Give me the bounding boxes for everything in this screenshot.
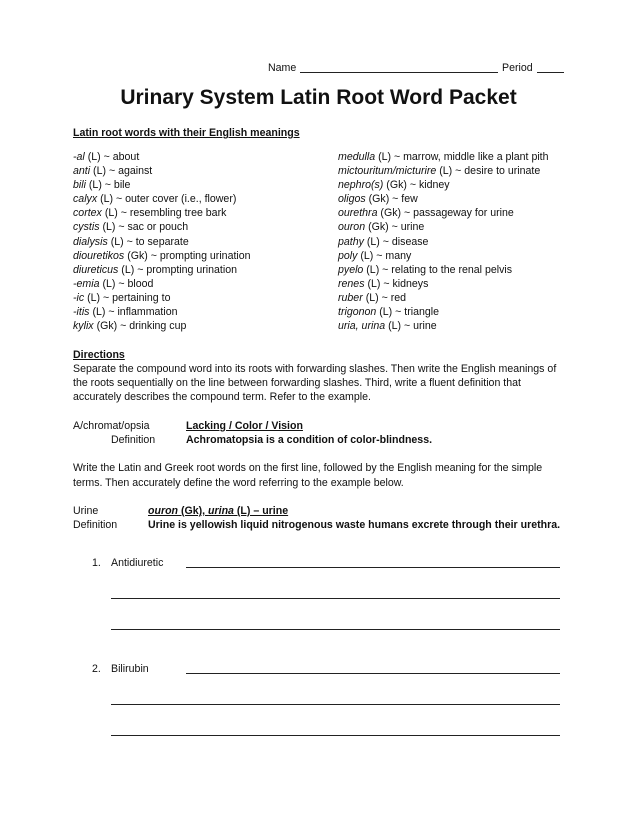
root-meaning: (Gk) ~ prompting urination	[127, 249, 251, 262]
root-meaning: (L) ~ blood	[102, 277, 154, 290]
root-word: -emia	[73, 277, 100, 290]
root-meaning: (L) ~ urine	[388, 320, 437, 333]
root-meaning: (Gk) ~ few	[368, 193, 418, 206]
root-meaning: (L) ~ outer cover (i.e., flower)	[100, 193, 237, 206]
root-word: ouron	[338, 221, 366, 234]
root-word: renes	[338, 277, 365, 290]
roots-left	[73, 150, 251, 333]
root-entry	[338, 277, 549, 291]
root-meaning: (L) ~ to separate	[110, 235, 189, 248]
answer-line-roots[interactable]	[186, 673, 560, 674]
root-entry	[338, 164, 549, 178]
period-label: Period	[502, 62, 533, 74]
root-entry	[73, 192, 251, 206]
root-meaning: (L) ~ pertaining to	[87, 291, 171, 304]
example-definition: Achromatopsia is a condition of color-blindness.	[186, 434, 433, 446]
item-word: Bilirubin	[111, 663, 149, 675]
root-word: medulla	[338, 151, 376, 163]
root-entry	[338, 220, 549, 234]
example2-def-label: Definition	[73, 519, 118, 531]
root-entry	[338, 178, 549, 192]
root-entry	[338, 235, 549, 249]
directions-text: accurately describes the compound term. Refer to the example.	[73, 391, 371, 403]
root-meaning: (L) ~ inflammation	[92, 306, 178, 319]
example-meaning: Lacking / Color / Vision	[186, 420, 303, 432]
root-word: nephro(s)	[338, 179, 384, 192]
root-entry	[73, 263, 251, 277]
root-meaning: (L) ~ bile	[88, 179, 131, 192]
example2-definition: Urine is yellowish liquid nitrogenous waste humans excrete through their urethra.	[148, 519, 561, 531]
root-word: poly	[338, 249, 358, 262]
root-word: diureticus	[73, 263, 119, 276]
root-word: ruber	[338, 291, 363, 304]
root-entry	[338, 263, 549, 277]
root-meaning: (L) ~ resembling tree bark	[104, 207, 227, 220]
root-entry	[73, 178, 251, 192]
root-entry	[73, 291, 251, 305]
root-entry	[338, 192, 549, 206]
root-meaning: (L) ~ triangle	[379, 306, 440, 319]
root-word: kylix	[73, 320, 94, 333]
example-def-label: Definition	[111, 434, 156, 446]
root-meaning: (Gk) ~ drinking cup	[96, 320, 187, 333]
directions-text: the roots sequentially on the line between forwarding slashes. Third, write a fluent definition that	[73, 377, 521, 389]
root-entry	[338, 291, 549, 305]
answer-line-definition[interactable]	[111, 735, 560, 736]
root-entry	[73, 305, 251, 319]
root-meaning: (L) ~ against	[93, 165, 153, 178]
root-entry	[338, 319, 549, 333]
name-label: Name	[268, 62, 297, 74]
root-word: cortex	[73, 207, 102, 220]
root-word: -itis	[73, 306, 90, 319]
root-word: uria, urina	[338, 320, 386, 333]
root-entry	[338, 206, 549, 220]
item-number: 1.	[92, 557, 101, 569]
answer-line-meaning[interactable]	[111, 704, 560, 705]
root-meaning: (L) ~ about	[87, 151, 140, 163]
root: urina	[208, 505, 234, 517]
example-term: A/chromat/opsia	[73, 420, 150, 432]
answer-line-definition[interactable]	[111, 629, 560, 630]
root-meaning: (L) ~ kidneys	[367, 277, 429, 290]
root-word: anti	[73, 165, 91, 178]
root-meaning: (L) ~ many	[360, 249, 412, 262]
root-word: -ic	[73, 291, 85, 304]
root-word: -al	[73, 151, 85, 163]
root-meaning: (L) ~ relating to the renal pelvis	[366, 263, 513, 276]
answer-line-meaning[interactable]	[111, 598, 560, 599]
roots-right	[338, 150, 549, 333]
root-word: diouretikos	[73, 249, 125, 262]
lang: (L) – urine	[233, 505, 289, 517]
root-entry	[73, 277, 251, 291]
item-number: 2.	[92, 663, 101, 675]
root-entry	[73, 206, 251, 220]
root-word: trigonon	[338, 306, 377, 319]
root-entry	[73, 164, 251, 178]
example2-roots	[148, 504, 288, 518]
root-meaning: (L) ~ marrow, middle like a plant pith	[378, 151, 549, 163]
root-word: pyelo	[338, 263, 364, 276]
root-entry	[73, 220, 251, 234]
root-entry	[338, 305, 549, 319]
root-meaning: (L) ~ red	[365, 291, 407, 304]
instructions-text: terms. Then accurately define the word referring to the example below.	[73, 477, 404, 489]
root-word: calyx	[73, 193, 98, 206]
example2-term: Urine	[73, 505, 99, 517]
name-field[interactable]	[300, 72, 498, 73]
root-meaning: (Gk) ~ kidney	[386, 179, 450, 192]
root-meaning: (L) ~ sac or pouch	[102, 221, 189, 234]
root-word: bili	[73, 179, 86, 192]
answer-line-roots[interactable]	[186, 567, 560, 568]
item-word: Antidiuretic	[111, 557, 164, 569]
root-word: mictouritum/micturire	[338, 165, 437, 178]
root-entry	[338, 150, 549, 164]
directions-text: Separate the compound word into its roots with forwarding slashes. Then write the English meanings of	[73, 363, 557, 375]
root-entry	[73, 150, 251, 164]
root-meaning: (Gk) ~ urine	[368, 221, 425, 234]
instructions-text: Write the Latin and Greek root words on the first line, followed by the English meaning for the simple	[73, 462, 543, 474]
root-entry	[338, 249, 549, 263]
root-entry	[73, 249, 251, 263]
roots-heading: Latin root words with their English meanings	[73, 127, 300, 139]
root-word: pathy	[338, 235, 364, 248]
root-meaning: (L) ~ disease	[366, 235, 429, 248]
root-meaning: (Gk) ~ passageway for urine	[380, 207, 514, 220]
root-word: oligos	[338, 193, 366, 206]
root-meaning: (L) ~ desire to urinate	[439, 165, 541, 178]
root-word: cystis	[73, 221, 100, 234]
page-title: Urinary System Latin Root Word Packet	[120, 86, 517, 109]
lang: (Gk),	[178, 505, 209, 517]
period-field[interactable]	[537, 72, 564, 73]
root-word: dialysis	[73, 235, 108, 248]
root-entry	[73, 235, 251, 249]
root-meaning: (L) ~ prompting urination	[121, 263, 238, 276]
root: ouron	[148, 505, 179, 517]
directions-heading: Directions	[73, 349, 125, 361]
root-word: ourethra	[338, 207, 378, 220]
root-entry	[73, 319, 251, 333]
